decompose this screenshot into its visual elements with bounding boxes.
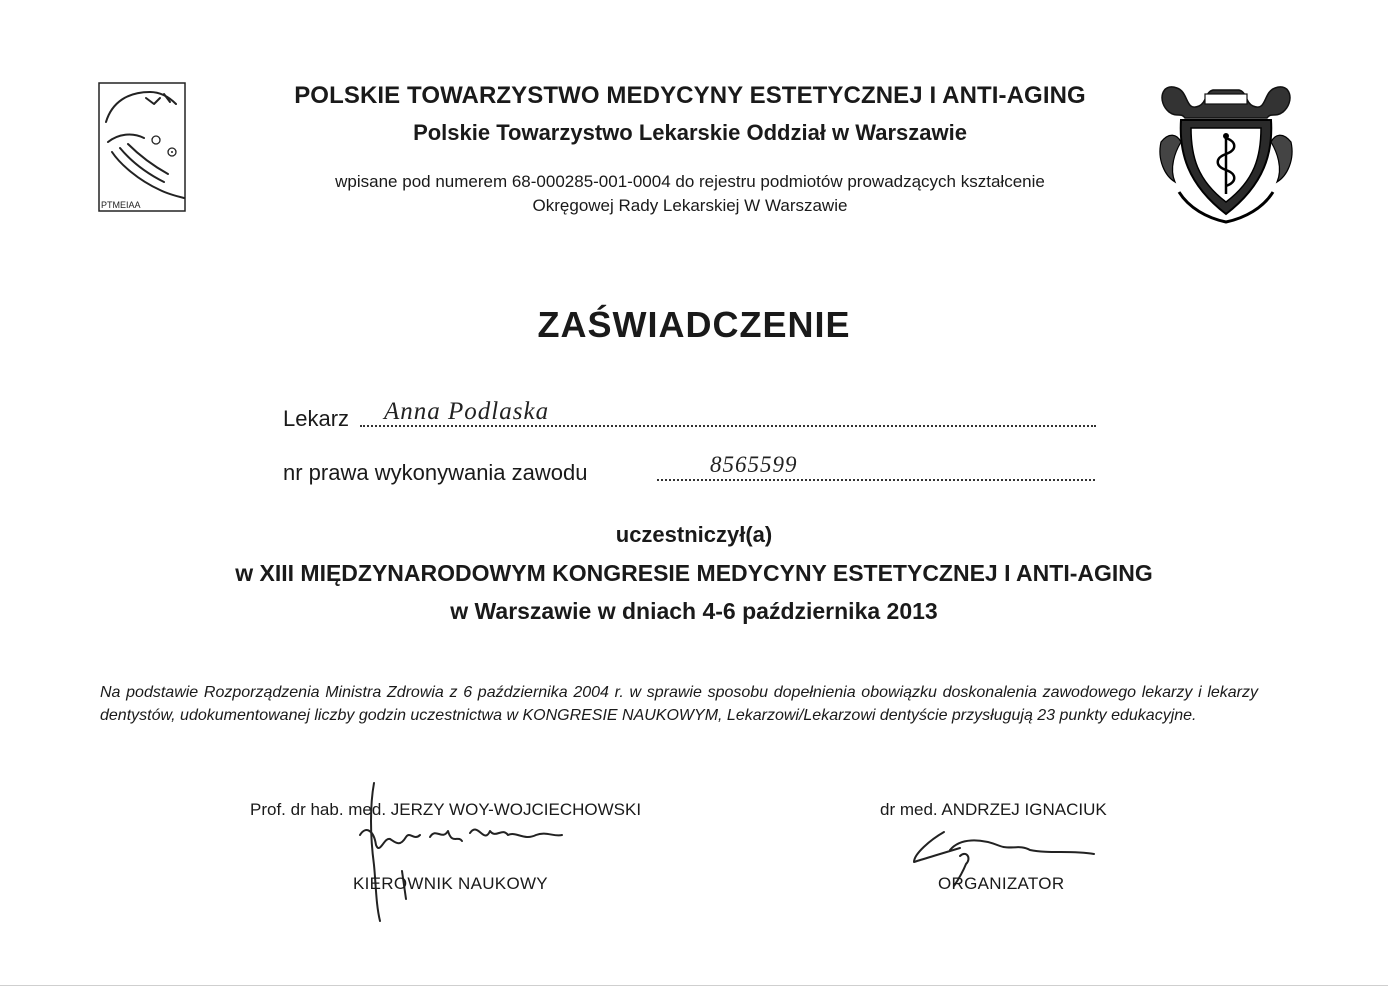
ptmeiaa-logo	[98, 82, 186, 212]
medical-society-crest	[1155, 72, 1297, 224]
suborganization-name: Polskie Towarzystwo Lekarskie Oddział w Warszawie	[413, 120, 967, 145]
ptmeiaa-figure-icon	[98, 82, 186, 212]
svg-text:PTMEIAA: PTMEIAA	[101, 200, 141, 210]
signature-left	[340, 775, 580, 925]
signatory-left-name: Prof. dr hab. med. JERZY WOY-WOJCIECHOWSKI	[250, 800, 642, 819]
organization-name: POLSKIE TOWARZYSTWO MEDYCYNY ESTETYCZNEJ I ANTI-AGING	[294, 82, 1086, 109]
signatory-left-title: KIEROWNIK NAUKOWY	[353, 874, 548, 893]
license-label: nr prawa wykonywania zawodu	[283, 460, 588, 485]
license-number: 8565599	[710, 452, 798, 477]
congress-dates: w Warszawie w dniach 4-6 października 2013	[450, 598, 938, 624]
congress-name: w XIII MIĘDZYNARODOWYM KONGRESIE MEDYCYNY ESTETYCZNEJ I ANTI-AGING	[235, 560, 1153, 586]
page-bottom-divider	[0, 985, 1388, 986]
participated-text: uczestniczył(a)	[615, 522, 773, 547]
license-dotted-line	[657, 479, 1095, 481]
medical-society-crest-icon	[1155, 72, 1297, 224]
signatory-right-title: ORGANIZATOR	[938, 874, 1065, 893]
registration-line-1: wpisane pod numerem 68-000285-001-0004 do rejestru podmiotów prowadzących kształcenie	[335, 172, 1045, 191]
registration-line-2: Okręgowej Rady Lekarskiej W Warszawie	[532, 196, 848, 215]
doctor-name: Anna Podlaska	[384, 398, 550, 425]
doctor-label: Lekarz	[283, 406, 350, 431]
legal-basis-text: Na podstawie Rozporządzenia Ministra Zdrowia z 6 października 2004 r. w sprawie sposobu dopełnienia obowiązku doskonalenia zawodowego lekarzy i lekarzy dentystów, udokumentowanej liczby godzin uczestnictwa w KONGRESIE NAUKOWYM, Lekarzowi/Lekarzowi dentyście przysługują 23 punkty edukacyjne.	[100, 684, 1258, 724]
document-title: ZAŚWIADCZENIE	[537, 304, 851, 345]
signatory-right-name: dr med. ANDRZEJ IGNACIUK	[880, 800, 1107, 819]
